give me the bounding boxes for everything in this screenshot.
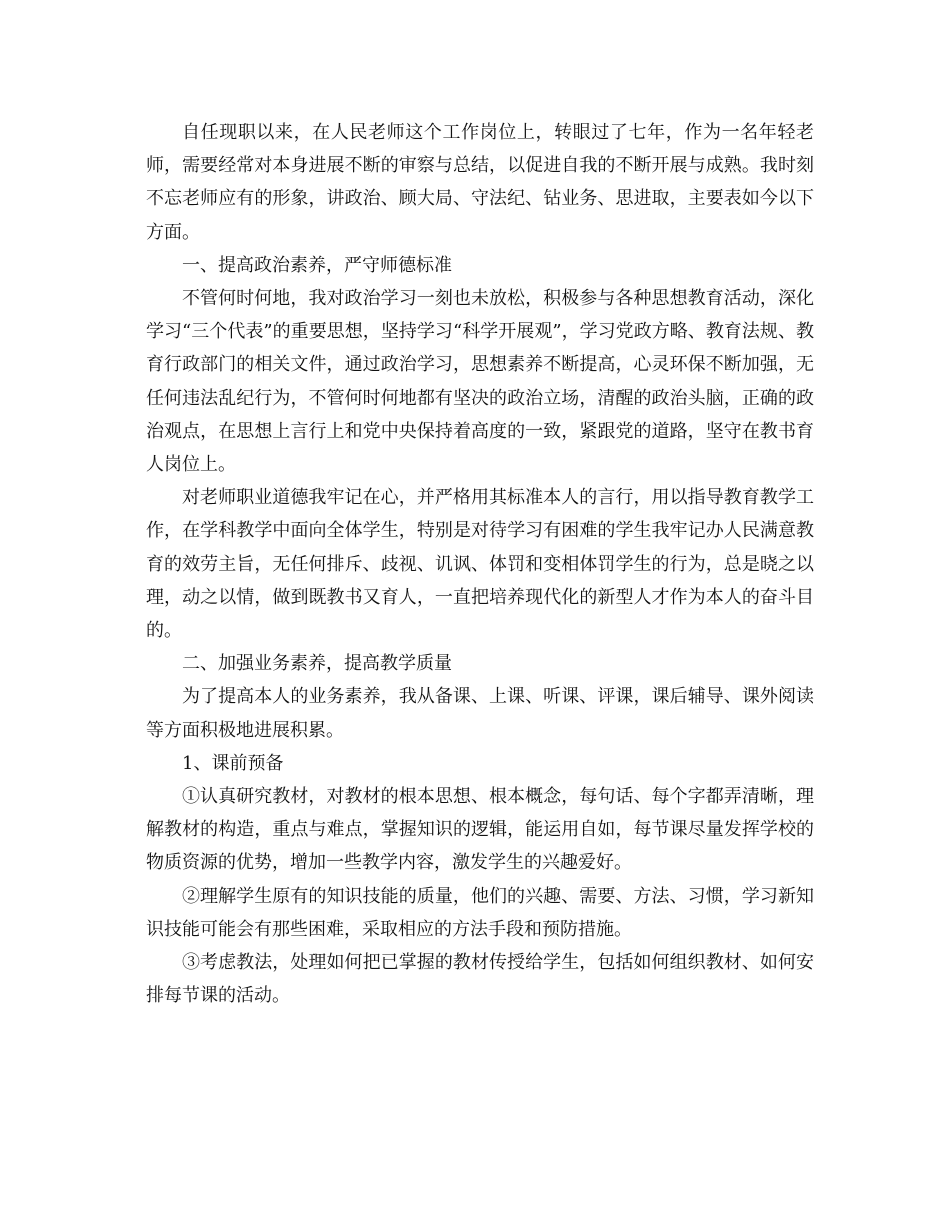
list-item: ②理解学生原有的知识技能的质量，他们的兴趣、需要、方法、习惯，学习新知识技能可能会有那些困难，采取相应的方法手段和预防措施。 — [146, 885, 814, 940]
section-heading-1: 一、提高政治素养，严守师德标准 — [182, 254, 452, 276]
list-item: ①认真研究教材，对教材的根本思想、根本概念，每句话、每个字都弄清晰，理解教材的构造，重点与难点，掌握知识的逻辑，能运用自如，每节课尽量发挥学校的物质资源的优势，增加一些教学内容，激发学生的兴趣爱好。 — [146, 786, 814, 874]
body-paragraph: 为了提高本人的业务素养，我从备课、上课、听课、评课，课后辅导、课外阅读等方面积极地进展积累。 — [146, 686, 814, 741]
document-page — [146, 116, 814, 1012]
body-paragraph: 不管何时何地，我对政治学习一刻也未放松，积极参与各种思想教育活动，深化学习“三个代表”的重要思想，坚持学习“科学开展观”，学习党政方略、教育法规、教育行政部门的相关文件，通过政治学习，思想素养不断提高，心灵环保不断加强，无任何违法乱纪行为，不管何时何地都有坚决的政治立场，清醒的政治头脑，正确的政治观点，在思想上言行上和党中央保持着高度的一致，紧跟党的道路，坚守在教书育人岗位上。 — [146, 288, 814, 476]
intro-paragraph: 自任现职以来，在人民老师这个工作岗位上，转眼过了七年，作为一名年轻老师，需要经常对本身进展不断的审察与总结，以促进自我的不断开展与成熟。我时刻不忘老师应有的形象，讲政治、顾大局、守法纪、钻业务、思进取，主要表如今以下方面。 — [146, 122, 814, 243]
list-item: ③考虑教法，处理如何把已掌握的教材传授给学生，包括如何组织教材、如何安排每节课的活动。 — [146, 952, 814, 1007]
section-heading-2: 二、加强业务素养，提高教学质量 — [182, 653, 452, 675]
subsection-heading-1: 1、课前预备 — [182, 752, 284, 774]
body-paragraph: 对老师职业道德我牢记在心，并严格用其标准本人的言行，用以指导教育教学工作，在学科教学中面向全体学生，特别是对待学习有困难的学生我牢记办人民满意教育的效劳主旨，无任何排斥、歧视、讥讽、体罚和变相体罚学生的行为，总是晓之以理，动之以情，做到既教书又育人，一直把培养现代化的新型人才作为本人的奋斗目的。 — [146, 487, 814, 642]
